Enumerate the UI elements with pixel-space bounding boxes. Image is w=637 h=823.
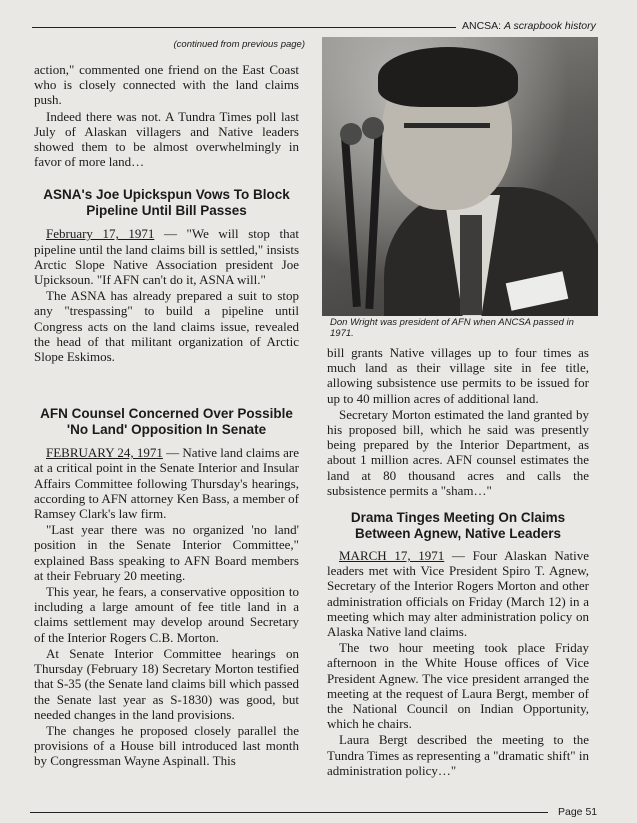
article-1-lead xyxy=(34,226,299,287)
photo-caption: Don Wright was president of AFN when ANCSA passed in 1971. xyxy=(330,317,574,339)
photo-don-wright xyxy=(322,37,598,316)
running-head xyxy=(462,20,632,32)
article-3-lead-text: — Four Alaskan Native leaders met with Vice President Spiro T. Agnew, Secretary of the Interior Rogers Morton and other administration officials on Friday (March 12) in a meeting which may alter administration policy on Alaska Native land claims. xyxy=(327,548,590,640)
article-2-paragraph: The changes he proposed closely parallel the provisions of a House bill introduced last month by Congressman Wayne Aspinall. This xyxy=(34,722,299,769)
footer-rule xyxy=(30,812,548,813)
article-2-lead xyxy=(34,445,299,521)
article-2-paragraph: This year, he fears, a conservative opposition to including a large amount of fee title land in a claims settlement may develop around Secretary of the Interior Rogers C.B. Morton. xyxy=(34,584,299,645)
article-3-paragraph: Laura Bergt described the meeting to the Tundra Times as representing a "dramatic shift" in administration policy…" xyxy=(327,732,589,778)
continuation-paragraph-2: Secretary Morton estimated the land granted by his proposed bill, which he said was presently being prepared by the Interior Department, as about 1 million acres. AFN counsel estimates the land at 80 thousand acres and calls the subsistence permits a "sham…" xyxy=(327,406,589,498)
article-1-headline: ASNA's Joe Upickspun Vows To Block Pipeline Until Bill Passes xyxy=(43,187,290,218)
article-1-lead-text: — "We will stop that pipeline until the land claims bill is settled," insists Arctic Slope Native Association president Joe Upicksoun. "If AFN can't do it, ASNA will." xyxy=(34,226,299,288)
article-2-lead-text: — Native land claims are at a critical point in the Senate Interior and Insular Affairs Committee following Thursday's hearings, according to AFN attorney Ken Bass, a member of Ramsey Clark's law firm. xyxy=(34,445,299,522)
article-3-dateline: MARCH 17, 1971 xyxy=(339,548,445,564)
article-3-headline: Drama Tinges Meeting On Claims Between Agnew, Native Leaders xyxy=(350,510,566,541)
right-column xyxy=(327,345,589,779)
page-number: Page 51 xyxy=(558,806,598,818)
article-1-paragraph-2: The ASNA has already prepared a suit to stop any "trespassing" to build a pipeline until Congress acts on the land claims issue, revealed the head of that militant organization of Arctic Slope Eskimos. xyxy=(34,288,299,365)
article-2-paragraph: "Last year there was no organized 'no land' position in the Senate Interior Committee," explained Bass speaking to AFN Board members at their February 20 meeting. xyxy=(34,522,299,583)
running-head-title: ANCSA: xyxy=(462,20,502,32)
running-head-subtitle: A scrapbook history xyxy=(504,20,596,32)
article-2-paragraph: At Senate Interior Committee hearings on Thursday (February 18) Secretary Morton testified that S-35 (the Senate land claims bill which passed the Senate last year as S-1830) was good, but needed changes in the land provisions. xyxy=(34,645,299,722)
intro-paragraph-1: action," commented one friend on the East Coast who is closely connected with the land claims push. xyxy=(34,62,299,108)
article-3-paragraph: The two hour meeting took place Friday afternoon in the White House offices of Vice President Agnew. The vice president arranged the meeting at the request of Laura Bergt, member of the National Council on Indian Opportunity, which he chairs. xyxy=(327,640,589,732)
continuation-paragraph-1: bill grants Native villages up to four times as much land as their village site in fee title, allowing subsistence use permits to be issued for up to 40 million acres of additional land. xyxy=(327,345,589,406)
header-rule xyxy=(32,27,456,28)
left-column xyxy=(34,62,299,770)
intro-paragraph-2: Indeed there was not. A Tundra Times poll last July of Alaskan villagers and Native leaders showed them to be almost overwhelmingly in favor of more land… xyxy=(34,108,299,170)
continued-note: (continued from previous page) xyxy=(173,39,305,50)
article-1-dateline: February 17, 1971 xyxy=(46,226,155,242)
article-3-lead xyxy=(327,548,589,639)
article-2-dateline: FEBRUARY 24, 1971 xyxy=(46,445,163,461)
article-2-headline: AFN Counsel Concerned Over Possible 'No Land' Opposition In Senate xyxy=(40,406,293,437)
